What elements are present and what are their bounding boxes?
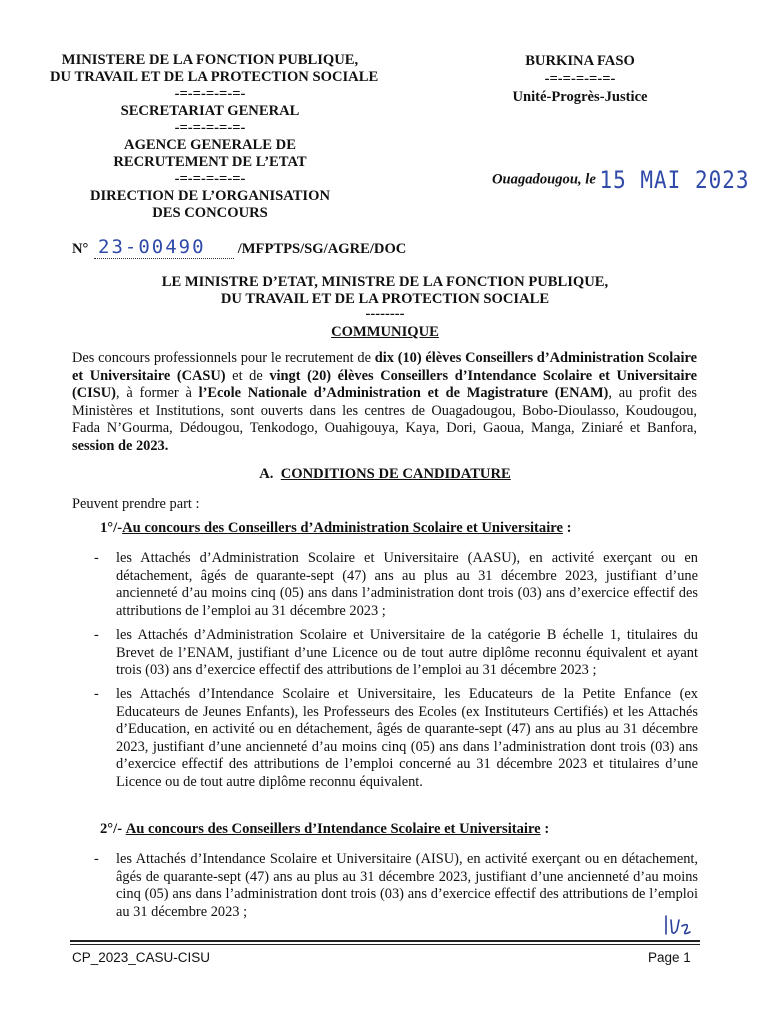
communique-title: COMMUNIQUE [331, 324, 439, 340]
intro-text: Des concours professionnels pour le recrutement de [72, 350, 375, 366]
country-separator: -=-=-=-=-=- [544, 71, 616, 87]
reference-prefix: N° [72, 241, 89, 257]
direction-name-line2: DES CONCOURS [152, 205, 268, 221]
list-item [94, 851, 698, 921]
header-separator: -=-=-=-=-=- [174, 120, 246, 136]
section-a-heading [72, 466, 698, 483]
list-item [94, 550, 698, 620]
header-separator: -=-=-=-=-=- [174, 171, 246, 187]
country-motto: Unité-Progrès-Justice [512, 89, 648, 105]
bullet-dash: - [94, 851, 99, 867]
subsection-2-heading [100, 821, 549, 838]
minister-title [72, 274, 698, 320]
reference-number [72, 236, 406, 259]
section-a-letter: A. [259, 466, 274, 482]
footer-rule-thin [70, 944, 700, 945]
peuvent-prendre-part: Peuvent prendre part : [72, 496, 200, 512]
list-item [94, 627, 698, 680]
subsection-1-number: 1°/- [100, 520, 123, 536]
date-stamp: 15 MAI 2023 [599, 166, 750, 194]
reference-stamp-number: 23-00490 [94, 236, 234, 259]
footer-rule [70, 940, 700, 942]
bullet-dash: - [94, 686, 99, 702]
intro-text: , à former à [115, 385, 199, 402]
intro-text: et de [225, 367, 270, 384]
bullet-text: les Attachés d’Intendance Scolaire et Universitaire, les Educateurs de la Petite Enfance (ex Educateurs de Jeunes Enfants), les Professeurs des Ecoles (ex Instituteurs Certifiés) et les Attachés d’Education, en activité ou en détachement, âgés de quarante-sept (47) ans au plus au 31 décembre 2023, justifiant d’une ancienneté d’au moins cinq (05) ans dans l’administration dont trois (03) ans d’exercice effectif des attributions de l’emploi concerné au 31 décembre 2023 et titulaires d’une Licence ou de tout autre diplôme reconnu équivalent. [116, 686, 698, 790]
agency-name-line2: RECRUTEMENT DE L’ETAT [113, 154, 307, 170]
subsection-2-title: Au concours des Conseillers d’Intendance Scolaire et Universitaire [125, 821, 541, 837]
subsection-2-colon: : [540, 821, 550, 837]
section-a-title: CONDITIONS DE CANDIDATURE [280, 466, 511, 482]
place-date [492, 168, 750, 192]
intro-bold-casu: dix (10) élèves Conseillers d’Administration Scolaire et Universitaire (CASU) [72, 350, 697, 384]
bullet-dash: - [94, 627, 99, 643]
minister-title-line2: DU TRAVAIL ET DE LA PROTECTION SOCIALE [220, 291, 550, 307]
country-header [490, 52, 670, 106]
subsection-2-number: 2°/- [100, 821, 123, 837]
ministry-header [50, 52, 379, 222]
bullet-text: les Attachés d’Administration Scolaire et Universitaire de la catégorie B échelle 1, titulaires du Brevet de l’ENAM, justifiant d’une Licence ou de tout autre diplôme reconnu équivalent et ayant trois (03) ans d’exercice effectif des attributions de l’emploi au 31 décembre 2023 ; [116, 627, 698, 679]
minister-separator: -------- [365, 306, 405, 322]
header-separator: -=-=-=-=-=- [174, 86, 246, 102]
bullet-text: les Attachés d’Intendance Scolaire et Universitaire (AISU), en activité exerçant ou en détachement, âgés de quarante-sept (47) ans au plus au 31 décembre 2023, justifiant d’une ancienneté d’au moins cinq (05) ans dans l’administration dont trois (03) ans d’exercice effectif des attributions de l’emploi au 31 décembre 2023 ; [116, 851, 698, 920]
direction-name-line1: DIRECTION DE L’ORGANISATION [89, 188, 331, 204]
intro-bold-cisu: vingt (20) élèves Conseillers d’Intendance Scolaire et Universitaire (CISU) [72, 367, 697, 402]
document-code: CP_2023_CASU-CISU [72, 950, 211, 965]
bullet-text: les Attachés d’Administration Scolaire et Universitaire (AASU), en activité exerçant ou en détachement, âgés de quarante-sept (47) ans au plus au 31 décembre 2023, justifiant d’une ancienneté d’au moins cinq (05) ans dans l’administration dont trois (03) ans d’exercice effectif des attributions de l’emploi au 31 décembre 2023 ; [116, 550, 698, 619]
intro-paragraph [72, 350, 697, 456]
intro-text: , au profit des Ministères et Institutions, sont ouverts dans les centres de Ouagadougou, Bobo-Dioulasso, Koudougou, Fada N’Gourma, Dédougou, Tenkodogo, Ouahigouya, Kaya, Dori, Gaoua, Manga, Ziniaré et Banfora, [72, 385, 697, 437]
page-number: Page 1 [648, 950, 691, 965]
country-name: BURKINA FASO [525, 53, 635, 69]
agency-name-line1: AGENCE GENERALE DE [124, 137, 296, 153]
reference-suffix: /MFPTPS/SG/AGRE/DOC [237, 241, 407, 257]
ministry-name-line2: DU TRAVAIL ET DE LA PROTECTION SOCIALE [50, 69, 379, 85]
list-item [94, 686, 698, 792]
intro-bold-enam: l’Ecole Nationale d’Administration et de Magistrature (ENAM) [198, 385, 609, 402]
subsection-1-colon: : [562, 520, 572, 536]
bullet-dash: - [94, 550, 99, 566]
subsection-1-title: Au concours des Conseillers d’Administration Scolaire et Universitaire [122, 520, 563, 536]
ministry-name-line1: MINISTERE DE LA FONCTION PUBLIQUE, [61, 52, 359, 68]
city-label: Ouagadougou, le [492, 171, 596, 188]
subsection-1-heading [100, 520, 571, 537]
secretariat-name: SECRETARIAT GENERAL [120, 103, 300, 119]
minister-title-line1: LE MINISTRE D’ETAT, MINISTRE DE LA FONCTION PUBLIQUE, [161, 274, 609, 290]
handwritten-initials [660, 912, 696, 938]
intro-bold-session: session de 2023. [72, 437, 169, 454]
